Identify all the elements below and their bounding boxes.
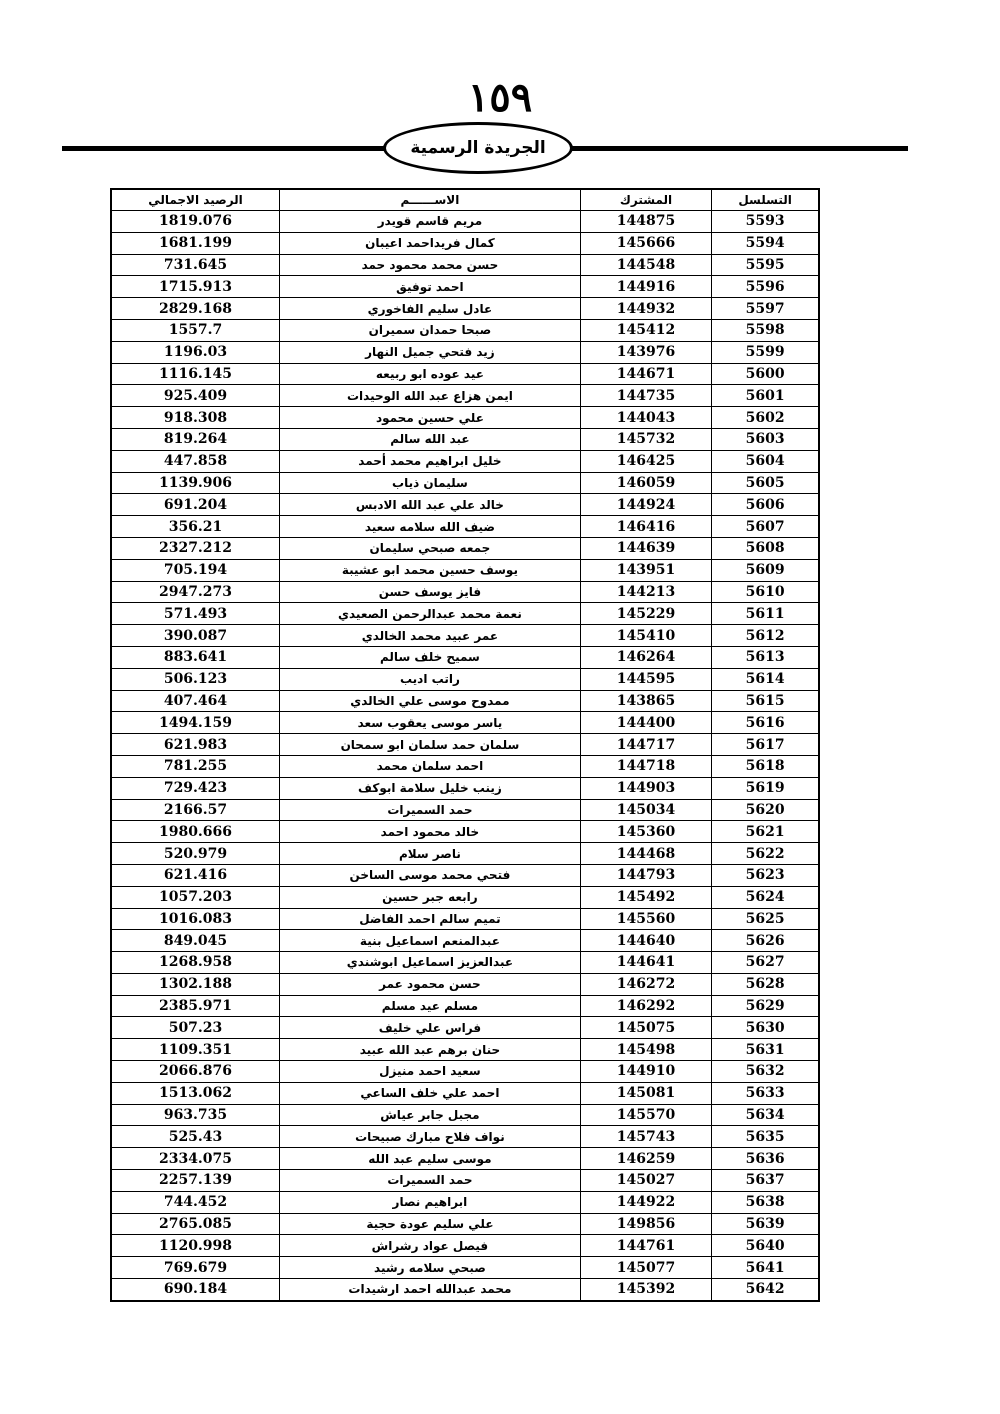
cell-subscriber: 145229 <box>580 603 711 625</box>
cell-name: خالد علي عبد الله الادبس <box>280 494 581 516</box>
cell-balance: 819.264 <box>111 428 280 450</box>
cell-balance: 849.045 <box>111 930 280 952</box>
cell-name: حسن محمود عمر <box>280 973 581 995</box>
cell-balance: 781.255 <box>111 755 280 777</box>
cell-name: تميم سالم احمد الفاضل <box>280 908 581 930</box>
cell-subscriber: 145081 <box>580 1082 711 1104</box>
cell-name: حنان برهم عبد الله عبيد <box>280 1039 581 1061</box>
cell-serial: 5619 <box>712 777 819 799</box>
header-rule-left <box>62 146 392 151</box>
cell-subscriber: 144213 <box>580 581 711 603</box>
cell-balance: 2829.168 <box>111 298 280 320</box>
cell-subscriber: 144924 <box>580 494 711 516</box>
cell-name: سميح خلف سالم <box>280 646 581 668</box>
cell-subscriber: 144639 <box>580 537 711 559</box>
cell-balance: 621.983 <box>111 734 280 756</box>
table-row <box>111 1039 819 1061</box>
table-row <box>111 254 819 276</box>
cell-balance: 571.493 <box>111 603 280 625</box>
cell-subscriber: 149856 <box>580 1213 711 1235</box>
table-row <box>111 1061 819 1083</box>
table-row <box>111 537 819 559</box>
cell-name: علي حسين محمود <box>280 407 581 429</box>
cell-subscriber: 145075 <box>580 1017 711 1039</box>
table-row <box>111 559 819 581</box>
cell-balance: 1120.998 <box>111 1235 280 1257</box>
table-row <box>111 1104 819 1126</box>
cell-name: عمر عبيد محمد الخالدي <box>280 625 581 647</box>
cell-subscriber: 146425 <box>580 450 711 472</box>
cell-serial: 5600 <box>712 363 819 385</box>
cell-subscriber: 144717 <box>580 734 711 756</box>
cell-serial: 5632 <box>712 1061 819 1083</box>
cell-balance: 729.423 <box>111 777 280 799</box>
cell-serial: 5629 <box>712 995 819 1017</box>
cell-name: كمال فريداحمد اعيبان <box>280 232 581 254</box>
cell-subscriber: 146264 <box>580 646 711 668</box>
cell-balance: 525.43 <box>111 1126 280 1148</box>
cell-serial: 5595 <box>712 254 819 276</box>
table-row <box>111 211 819 233</box>
cell-name: خليل ابراهيم محمد أحمد <box>280 450 581 472</box>
cell-serial: 5636 <box>712 1148 819 1170</box>
table-row <box>111 952 819 974</box>
cell-serial: 5610 <box>712 581 819 603</box>
cell-name: ضيف الله سلامه سعيد <box>280 516 581 538</box>
cell-name: ايمن هزاع عبد الله الوحيدات <box>280 385 581 407</box>
cell-name: علي سليم عودة حجية <box>280 1213 581 1235</box>
cell-name: فراس علي خليف <box>280 1017 581 1039</box>
table-row <box>111 1235 819 1257</box>
cell-serial: 5640 <box>712 1235 819 1257</box>
table-row <box>111 1257 819 1279</box>
header-rule-right <box>566 146 908 151</box>
table-row <box>111 428 819 450</box>
cell-serial: 5635 <box>712 1126 819 1148</box>
cell-serial: 5599 <box>712 341 819 363</box>
cell-subscriber: 146272 <box>580 973 711 995</box>
cell-balance: 691.204 <box>111 494 280 516</box>
cell-serial: 5615 <box>712 690 819 712</box>
cell-serial: 5631 <box>712 1039 819 1061</box>
table-row <box>111 298 819 320</box>
table-row <box>111 690 819 712</box>
cell-balance: 2327.212 <box>111 537 280 559</box>
cell-name: نواف فلاح مبارك صبيحات <box>280 1126 581 1148</box>
cell-balance: 2765.085 <box>111 1213 280 1235</box>
cell-balance: 1109.351 <box>111 1039 280 1061</box>
table-row <box>111 777 819 799</box>
cell-serial: 5594 <box>712 232 819 254</box>
cell-balance: 1494.159 <box>111 712 280 734</box>
cell-subscriber: 144916 <box>580 276 711 298</box>
cell-name: عبدالمنعم اسماعيل بنية <box>280 930 581 952</box>
cell-balance: 769.679 <box>111 1257 280 1279</box>
cell-subscriber: 145360 <box>580 821 711 843</box>
header-name: الاســــــم <box>280 189 581 211</box>
cell-subscriber: 145498 <box>580 1039 711 1061</box>
cell-serial: 5628 <box>712 973 819 995</box>
cell-balance: 1681.199 <box>111 232 280 254</box>
gazette-title: الجريدة الرسمية <box>410 138 546 158</box>
cell-balance: 2257.139 <box>111 1170 280 1192</box>
cell-serial: 5593 <box>712 211 819 233</box>
table-row <box>111 821 819 843</box>
cell-subscriber: 146059 <box>580 472 711 494</box>
cell-subscriber: 144718 <box>580 755 711 777</box>
cell-subscriber: 143865 <box>580 690 711 712</box>
cell-serial: 5623 <box>712 864 819 886</box>
cell-name: رابعه جبر حسين <box>280 886 581 908</box>
cell-balance: 731.645 <box>111 254 280 276</box>
table-row <box>111 276 819 298</box>
cell-serial: 5642 <box>712 1279 819 1301</box>
cell-serial: 5612 <box>712 625 819 647</box>
cell-serial: 5605 <box>712 472 819 494</box>
cell-balance: 1268.958 <box>111 952 280 974</box>
cell-serial: 5637 <box>712 1170 819 1192</box>
cell-subscriber: 144400 <box>580 712 711 734</box>
cell-serial: 5609 <box>712 559 819 581</box>
cell-serial: 5630 <box>712 1017 819 1039</box>
cell-subscriber: 145034 <box>580 799 711 821</box>
gazette-title-oval <box>383 122 573 174</box>
cell-balance: 1196.03 <box>111 341 280 363</box>
cell-serial: 5626 <box>712 930 819 952</box>
cell-balance: 506.123 <box>111 668 280 690</box>
table-row <box>111 581 819 603</box>
table-row <box>111 625 819 647</box>
table-row <box>111 712 819 734</box>
cell-name: حسن محمد محمود حمد <box>280 254 581 276</box>
table-row <box>111 450 819 472</box>
table-row <box>111 973 819 995</box>
cell-subscriber: 144468 <box>580 843 711 865</box>
cell-subscriber: 144671 <box>580 363 711 385</box>
cell-serial: 5603 <box>712 428 819 450</box>
cell-name: جمعه صبحي سليمان <box>280 537 581 559</box>
cell-name: ابراهيم نصار <box>280 1191 581 1213</box>
cell-balance: 1116.145 <box>111 363 280 385</box>
page-number: ١٥٩ <box>467 74 533 121</box>
cell-name: فايز يوسف حسن <box>280 581 581 603</box>
header-subscriber: المشترك <box>580 189 711 211</box>
cell-serial: 5602 <box>712 407 819 429</box>
table-row <box>111 407 819 429</box>
cell-balance: 2334.075 <box>111 1148 280 1170</box>
cell-serial: 5596 <box>712 276 819 298</box>
cell-balance: 1139.906 <box>111 472 280 494</box>
cell-serial: 5607 <box>712 516 819 538</box>
cell-balance: 1715.913 <box>111 276 280 298</box>
cell-balance: 621.416 <box>111 864 280 886</box>
table-row <box>111 1279 819 1301</box>
header-balance: الرصيد الاجمالي <box>111 189 280 211</box>
cell-serial: 5627 <box>712 952 819 974</box>
cell-name: فيصل عواد رشراش <box>280 1235 581 1257</box>
cell-name: احمد توفيق <box>280 276 581 298</box>
cell-balance: 918.308 <box>111 407 280 429</box>
cell-name: عبدالعزيز اسماعيل ابوشندي <box>280 952 581 974</box>
table-row <box>111 1170 819 1192</box>
table-row <box>111 1126 819 1148</box>
cell-subscriber: 143951 <box>580 559 711 581</box>
cell-subscriber: 144641 <box>580 952 711 974</box>
cell-serial: 5606 <box>712 494 819 516</box>
cell-name: عادل سليم الفاخوري <box>280 298 581 320</box>
cell-name: زيد فتحي جميل النهار <box>280 341 581 363</box>
cell-serial: 5621 <box>712 821 819 843</box>
table-row <box>111 843 819 865</box>
cell-serial: 5641 <box>712 1257 819 1279</box>
cell-balance: 2066.876 <box>111 1061 280 1083</box>
cell-subscriber: 146292 <box>580 995 711 1017</box>
cell-name: ممدوح موسى علي الخالدي <box>280 690 581 712</box>
table-row <box>111 516 819 538</box>
cell-balance: 963.735 <box>111 1104 280 1126</box>
table-row <box>111 494 819 516</box>
cell-serial: 5618 <box>712 755 819 777</box>
cell-subscriber: 145410 <box>580 625 711 647</box>
table-row <box>111 930 819 952</box>
table-row <box>111 668 819 690</box>
cell-subscriber: 144875 <box>580 211 711 233</box>
cell-serial: 5622 <box>712 843 819 865</box>
cell-balance: 520.979 <box>111 843 280 865</box>
cell-name: نعمة محمد عبدالرحمن الصعيدي <box>280 603 581 625</box>
cell-serial: 5620 <box>712 799 819 821</box>
cell-name: احمد علي خلف الساعي <box>280 1082 581 1104</box>
cell-name: مريم قاسم قويدر <box>280 211 581 233</box>
cell-serial: 5617 <box>712 734 819 756</box>
cell-serial: 5604 <box>712 450 819 472</box>
cell-balance: 1057.203 <box>111 886 280 908</box>
cell-serial: 5634 <box>712 1104 819 1126</box>
cell-balance: 507.23 <box>111 1017 280 1039</box>
cell-name: سلمان حمد سلمان ابو سمحان <box>280 734 581 756</box>
cell-name: حمد السميرات <box>280 1170 581 1192</box>
cell-name: مسلم عيد مسلم <box>280 995 581 1017</box>
cell-balance: 2947.273 <box>111 581 280 603</box>
cell-name: سعيد احمد منيزل <box>280 1061 581 1083</box>
cell-subscriber: 144640 <box>580 930 711 952</box>
cell-balance: 705.194 <box>111 559 280 581</box>
cell-subscriber: 146416 <box>580 516 711 538</box>
table-row <box>111 385 819 407</box>
table-row <box>111 472 819 494</box>
cell-name: صبحي سلامه رشيد <box>280 1257 581 1279</box>
table-row <box>111 1017 819 1039</box>
cell-name: عبد الله سالم <box>280 428 581 450</box>
cell-subscriber: 144903 <box>580 777 711 799</box>
cell-balance: 2385.971 <box>111 995 280 1017</box>
cell-subscriber: 145560 <box>580 908 711 930</box>
table-row <box>111 603 819 625</box>
table-row <box>111 232 819 254</box>
cell-balance: 1557.7 <box>111 319 280 341</box>
table-row <box>111 341 819 363</box>
cell-balance: 1302.188 <box>111 973 280 995</box>
cell-subscriber: 144910 <box>580 1061 711 1083</box>
cell-serial: 5614 <box>712 668 819 690</box>
cell-subscriber: 144043 <box>580 407 711 429</box>
cell-serial: 5608 <box>712 537 819 559</box>
cell-subscriber: 144793 <box>580 864 711 886</box>
cell-subscriber: 144735 <box>580 385 711 407</box>
cell-subscriber: 145392 <box>580 1279 711 1301</box>
cell-subscriber: 146259 <box>580 1148 711 1170</box>
cell-name: ياسر موسى يعقوب سعد <box>280 712 581 734</box>
cell-subscriber: 144548 <box>580 254 711 276</box>
cell-name: احمد سلمان محمد <box>280 755 581 777</box>
table-row <box>111 1191 819 1213</box>
cell-serial: 5624 <box>712 886 819 908</box>
cell-name: يوسف حسين محمد ابو عشيبة <box>280 559 581 581</box>
table-row <box>111 319 819 341</box>
cell-serial: 5638 <box>712 1191 819 1213</box>
cell-name: مجبل جابر عياش <box>280 1104 581 1126</box>
cell-name: صبحا حمدان سميران <box>280 319 581 341</box>
cell-subscriber: 145666 <box>580 232 711 254</box>
cell-name: عيد عوده ابو ربيعه <box>280 363 581 385</box>
cell-balance: 1513.062 <box>111 1082 280 1104</box>
cell-subscriber: 145492 <box>580 886 711 908</box>
cell-balance: 1980.666 <box>111 821 280 843</box>
table-row <box>111 1148 819 1170</box>
cell-serial: 5597 <box>712 298 819 320</box>
cell-serial: 5601 <box>712 385 819 407</box>
cell-name: فتحي محمد موسى الساخن <box>280 864 581 886</box>
cell-balance: 447.858 <box>111 450 280 472</box>
cell-subscriber: 144761 <box>580 1235 711 1257</box>
cell-subscriber: 144932 <box>580 298 711 320</box>
cell-subscriber: 145027 <box>580 1170 711 1192</box>
cell-balance: 390.087 <box>111 625 280 647</box>
cell-subscriber: 143976 <box>580 341 711 363</box>
table-row <box>111 886 819 908</box>
table-header-row <box>111 189 819 211</box>
cell-name: خالد محمود احمد <box>280 821 581 843</box>
cell-name: سليمان ذياب <box>280 472 581 494</box>
cell-subscriber: 145570 <box>580 1104 711 1126</box>
cell-subscriber: 145743 <box>580 1126 711 1148</box>
cell-serial: 5616 <box>712 712 819 734</box>
table-row <box>111 734 819 756</box>
cell-name: موسى سليم عبد الله <box>280 1148 581 1170</box>
cell-balance: 356.21 <box>111 516 280 538</box>
table-row <box>111 1082 819 1104</box>
cell-balance: 690.184 <box>111 1279 280 1301</box>
cell-subscriber: 144595 <box>580 668 711 690</box>
cell-name: زينب خليل سلامة ابوكف <box>280 777 581 799</box>
table-row <box>111 995 819 1017</box>
cell-name: محمد عبدالله احمد ارشيدات <box>280 1279 581 1301</box>
table-row <box>111 755 819 777</box>
cell-balance: 883.641 <box>111 646 280 668</box>
cell-serial: 5625 <box>712 908 819 930</box>
table-row <box>111 363 819 385</box>
cell-name: راتب اديب <box>280 668 581 690</box>
cell-subscriber: 144922 <box>580 1191 711 1213</box>
cell-serial: 5613 <box>712 646 819 668</box>
table-row <box>111 908 819 930</box>
cell-balance: 1016.083 <box>111 908 280 930</box>
cell-serial: 5598 <box>712 319 819 341</box>
table-row <box>111 646 819 668</box>
cell-serial: 5611 <box>712 603 819 625</box>
cell-name: ناصر سلام <box>280 843 581 865</box>
cell-balance: 2166.57 <box>111 799 280 821</box>
table-row <box>111 799 819 821</box>
subscriber-balance-table <box>110 188 820 1302</box>
cell-subscriber: 145732 <box>580 428 711 450</box>
table-row <box>111 864 819 886</box>
cell-name: حمد السميرات <box>280 799 581 821</box>
header-serial: التسلسل <box>712 189 819 211</box>
cell-balance: 1819.076 <box>111 211 280 233</box>
cell-subscriber: 145412 <box>580 319 711 341</box>
cell-balance: 925.409 <box>111 385 280 407</box>
table-row <box>111 1213 819 1235</box>
cell-subscriber: 145077 <box>580 1257 711 1279</box>
cell-balance: 744.452 <box>111 1191 280 1213</box>
cell-serial: 5633 <box>712 1082 819 1104</box>
cell-serial: 5639 <box>712 1213 819 1235</box>
cell-balance: 407.464 <box>111 690 280 712</box>
